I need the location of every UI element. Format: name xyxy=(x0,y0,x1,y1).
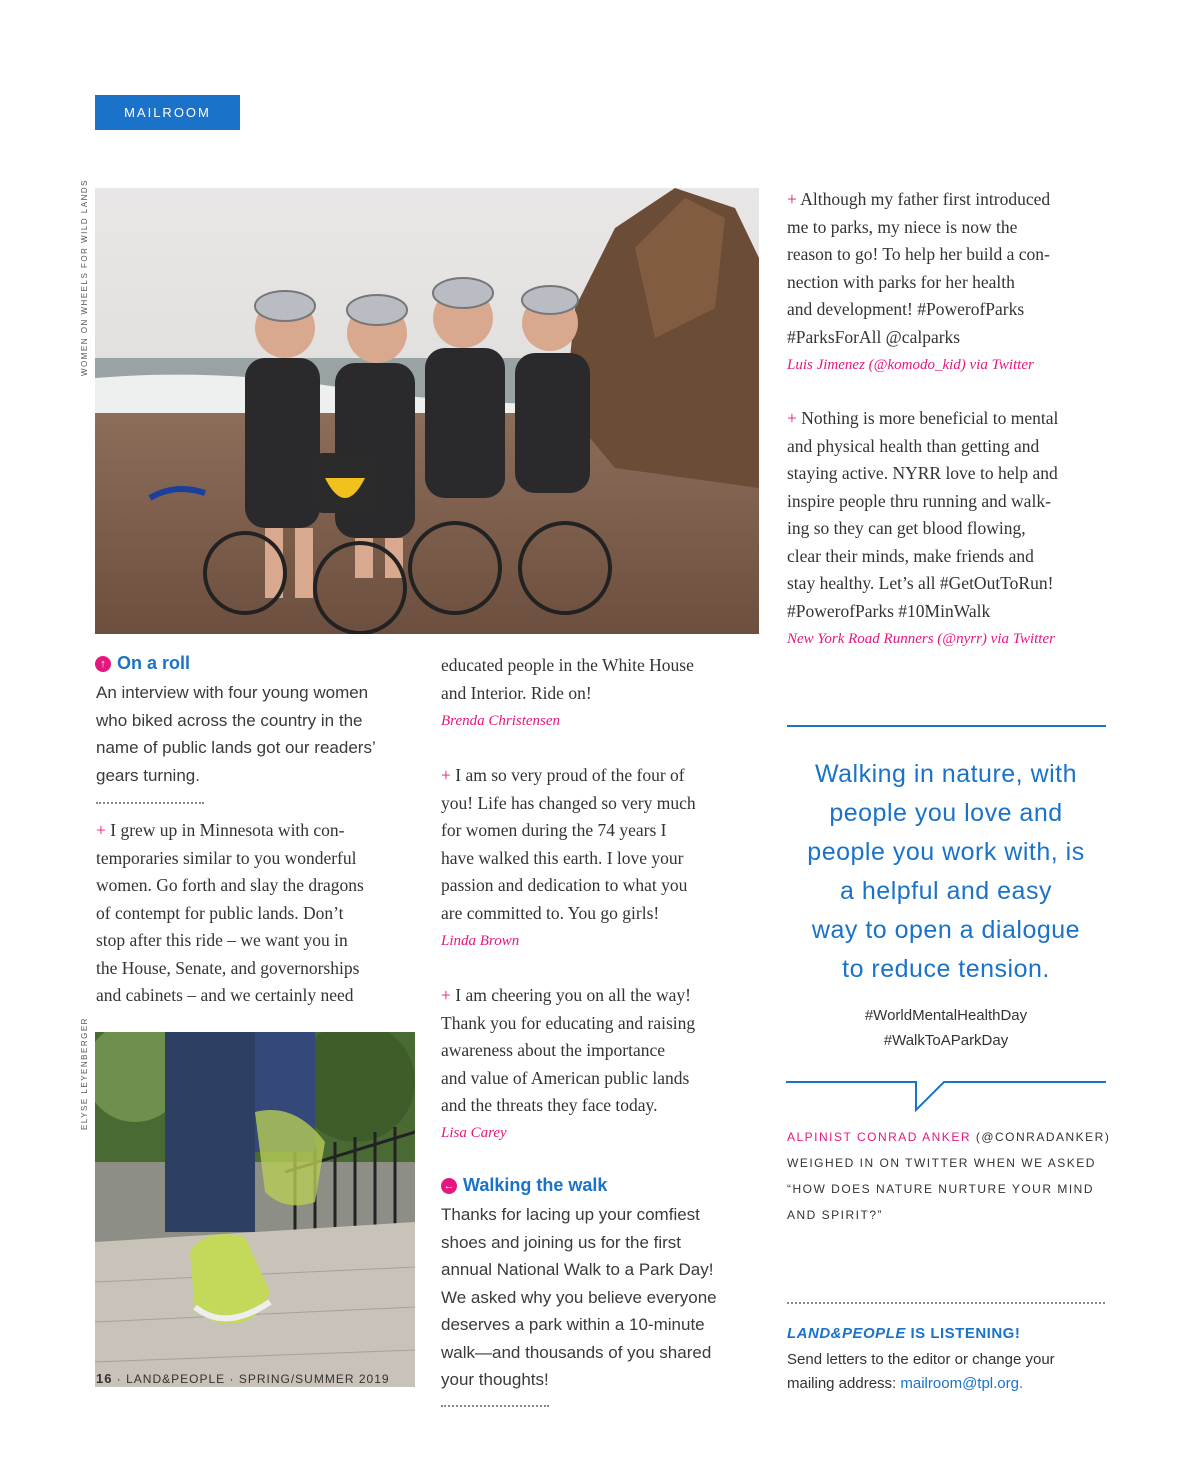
tweet-line: Nothing is more beneficial to mental xyxy=(801,408,1059,428)
letter-line: have walked this earth. I love your xyxy=(441,847,684,868)
letter-line: passion and dedication to what you xyxy=(441,875,688,895)
up-arrow-icon: ↑ xyxy=(95,656,111,672)
tweet-line: reason to go! To help her build a con- xyxy=(787,244,1050,264)
quote-line: to reduce tension. xyxy=(842,955,1050,983)
letter-line: are committed to. You go girls! xyxy=(441,902,660,923)
walking-line: Thanks for lacing up your comfiest xyxy=(441,1205,700,1224)
tweet-line: ing so they can get blood flowing, xyxy=(787,518,1026,538)
listening-line: Send letters to the editor or change your xyxy=(787,1351,1055,1368)
quote-line: Walking in nature, with xyxy=(814,760,1078,788)
letter-continuation xyxy=(441,652,761,707)
listening-heading-text: IS LISTENING! xyxy=(905,1325,1021,1342)
plus-icon: + xyxy=(96,820,106,840)
on-a-roll-intro xyxy=(96,679,416,789)
signature-lisa: Lisa Carey xyxy=(441,1125,507,1141)
letter-line: of contempt for public lands. Don’t xyxy=(96,902,344,923)
tweet-luis xyxy=(787,186,1117,351)
letter-line: I am so very proud of the four of xyxy=(455,765,685,785)
letter-line: educated people in the White House xyxy=(441,655,694,675)
walking-line: We asked why you believe everyone xyxy=(441,1287,717,1307)
walking-intro xyxy=(441,1201,761,1394)
letter-minnesota xyxy=(96,817,416,1010)
intro-line: gears turning. xyxy=(96,765,200,785)
on-a-roll-title: On a roll xyxy=(117,653,191,673)
letter-line: women. Go forth and slay the dragons xyxy=(96,875,364,895)
listening-heading xyxy=(787,1325,1020,1342)
footer-text: · LAND&PEOPLE · SPRING/SUMMER 2019 xyxy=(112,1372,390,1386)
quote-attribution xyxy=(787,1124,1117,1228)
plus-icon: + xyxy=(787,189,797,209)
signature-luis: Luis Jimenez (@komodo_kid) via Twitter xyxy=(787,357,1034,373)
divider xyxy=(441,1405,549,1407)
plus-icon: + xyxy=(441,765,451,785)
letter-line: temporaries similar to you wonderful xyxy=(96,847,357,868)
quote-line: people you work with, is xyxy=(807,838,1085,866)
divider xyxy=(96,802,204,804)
tweet-line: clear their minds, make friends and xyxy=(787,545,1034,566)
tweet-line: nection with parks for her health xyxy=(787,271,1015,292)
tweet-line: #PowerofParks #10MinWalk xyxy=(787,600,991,621)
listening-body xyxy=(787,1348,1055,1396)
tweet-line: inspire people thru running and walk- xyxy=(787,490,1051,511)
signature-linda: Linda Brown xyxy=(441,933,520,949)
left-arrow-icon: ← xyxy=(441,1178,457,1194)
walking-line: walk—and thousands of you shared xyxy=(441,1342,712,1362)
listening-line: mailing address: xyxy=(787,1375,901,1392)
tweet-line: and development! #PowerofParks xyxy=(787,299,1025,319)
photo-credit-bottom: ELYSE LEYENBERGER xyxy=(80,1017,89,1130)
quote-line: a helpful and easy xyxy=(840,877,1052,905)
speech-bubble-rule xyxy=(786,1074,1106,1114)
letter-line: the House, Senate, and governorships xyxy=(96,957,360,978)
attribution-line: WEIGHED IN ON TWITTER WHEN WE ASKED xyxy=(787,1156,1096,1170)
pull-quote xyxy=(786,755,1106,989)
photo-credit-top: WOMEN ON WHEELS FOR WILD LANDS xyxy=(80,178,89,376)
intro-line: name of public lands got our readers’ xyxy=(96,738,376,757)
letter-linda xyxy=(441,762,761,927)
walking-line: deserves a park within a 10-minute xyxy=(441,1315,705,1334)
quote-line: way to open a dialogue xyxy=(811,916,1081,944)
letter-line: I am cheering you on all the way! xyxy=(455,985,691,1005)
attribution-line: AND SPIRIT?” xyxy=(787,1208,884,1222)
hashtag: #WorldMentalHealthDay xyxy=(864,1007,1028,1024)
letter-line: I grew up in Minnesota with con- xyxy=(110,820,345,840)
email-link[interactable]: mailroom@tpl.org. xyxy=(900,1375,1024,1392)
letter-line: and value of American public lands xyxy=(441,1067,690,1088)
walking-title: Walking the walk xyxy=(463,1175,608,1195)
tweet-line: Although my father first introduced xyxy=(800,189,1051,209)
page-number: 16 xyxy=(96,1371,113,1386)
quote-top-rule xyxy=(787,725,1106,727)
intro-line: An interview with four young women xyxy=(96,683,369,702)
letter-line: Thank you for educating and raising xyxy=(441,1012,696,1033)
tweet-line: me to parks, my niece is now the xyxy=(787,216,1018,237)
hashtag: #WalkToAParkDay xyxy=(883,1032,1009,1049)
plus-icon: + xyxy=(441,985,451,1005)
letter-line: you! Life has changed so very much xyxy=(441,792,696,813)
divider xyxy=(787,1302,1105,1304)
walking-line: your thoughts! xyxy=(441,1370,549,1389)
tweet-line: #ParksForAll @calparks xyxy=(787,326,961,347)
tweet-line: stay healthy. Let’s all #GetOutToRun! xyxy=(787,573,1054,593)
signature-nyrr: New York Road Runners (@nyrr) via Twitter xyxy=(787,631,1055,647)
letter-lisa xyxy=(441,982,761,1120)
letter-line: stop after this ride – we want you in xyxy=(96,930,348,950)
letter-line: and cabinets – and we certainly need xyxy=(96,985,354,1005)
signature-brenda: Brenda Christensen xyxy=(441,713,561,729)
letter-line: for women during the 74 years I xyxy=(441,820,667,840)
on-a-roll-heading xyxy=(95,653,190,674)
walking-line: shoes and joining us for the first xyxy=(441,1232,682,1252)
section-tab: MAILROOM xyxy=(95,95,240,130)
page-footer xyxy=(96,1371,390,1386)
walking-photo xyxy=(95,1032,415,1387)
quote-line: people you love and xyxy=(829,799,1063,827)
plus-icon: + xyxy=(787,408,797,428)
letter-line: and Interior. Ride on! xyxy=(441,682,592,703)
letter-line: awareness about the importance xyxy=(441,1040,666,1060)
attribution-line: “HOW DOES NATURE NURTURE YOUR MIND xyxy=(787,1182,1095,1196)
tweet-nyrr xyxy=(787,405,1117,625)
walking-line: annual National Walk to a Park Day! xyxy=(441,1260,714,1279)
attribution-name: ALPINIST CONRAD ANKER xyxy=(787,1130,971,1144)
quote-hashtags xyxy=(786,1003,1106,1053)
tweet-line: and physical health than getting and xyxy=(787,435,1040,456)
letter-line: and the threats they face today. xyxy=(441,1095,658,1115)
tweet-line: staying active. NYRR love to help and xyxy=(787,463,1058,483)
cyclists-photo xyxy=(95,188,759,634)
attribution-handle: (@CONRADANKER) xyxy=(970,1130,1111,1144)
walking-heading xyxy=(441,1175,607,1196)
brand-name: LAND&PEOPLE xyxy=(787,1325,906,1342)
intro-line: who biked across the country in the xyxy=(96,710,363,730)
